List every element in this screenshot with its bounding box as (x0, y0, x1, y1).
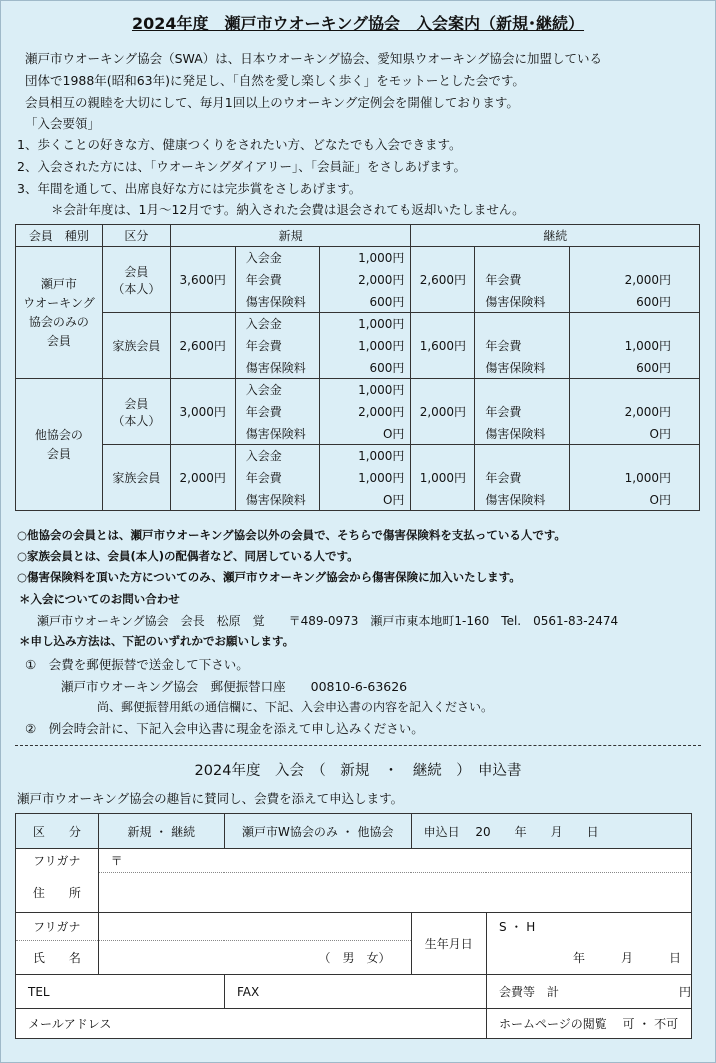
contact-heading: ＊入会についてのお問い合わせ (19, 592, 180, 606)
division-new-renew[interactable]: 新規 ・ 継続 (98, 814, 224, 849)
name-furigana-label: フリガナ (16, 913, 99, 941)
address-furigana-label: フリガナ (16, 849, 99, 873)
note-other-assoc: ○他協会の会員とは、瀬戸市ウオーキング協会以外の会員で、そちらで傷害保険料を支払っている人です。 (17, 528, 566, 542)
item-label: 傷害保険料 (235, 357, 319, 379)
postal-note: 尚、郵便振替用紙の通信欄に、下記、入会申込書の内容を記入ください。 (97, 700, 494, 714)
renew-item-value: 1,000円 (570, 313, 700, 357)
item-label: 年会費 (235, 269, 319, 291)
fee-table (15, 224, 700, 511)
email-field[interactable]: メールアドレス (16, 1009, 487, 1039)
item-label: 入会金 (235, 247, 319, 269)
address-field[interactable] (98, 873, 691, 913)
fee-total-field[interactable]: 会費等 計 円 (486, 975, 691, 1009)
renew-item-value: 600円 (570, 357, 700, 379)
category-family: 家族会員 (102, 445, 170, 511)
name-furigana-field[interactable] (98, 913, 411, 941)
contact-detail: 瀬戸市ウオーキング協会 会長 松原 覚 〒489-0973 瀬戸市東本地町1-160 Tel. 0561-83-2474 (37, 614, 619, 628)
item-value: 1,000円 (319, 335, 411, 357)
item-value: 1,000円 (319, 247, 411, 269)
rule-3: 3、年間を通して、出席良好な方には完歩賞をさしあげます。 (17, 181, 362, 196)
item-value: 1,000円 (319, 467, 411, 489)
fax-field[interactable]: FAX (224, 975, 486, 1009)
division-assoc[interactable]: 瀬戸市W協会のみ ・ 他協会 (224, 814, 411, 849)
homepage-consent[interactable]: ホームページの閲覧 可 ・ 不可 (486, 1009, 691, 1039)
rule-2: 2、入会された方には、「ウオーキングダイアリー」、「会員証」をさしあげます。 (17, 159, 466, 174)
item-value: 600円 (319, 357, 411, 379)
renew-item-label: 傷害保険料 (475, 423, 570, 445)
item-value: O円 (319, 489, 411, 511)
birthdate-label: 生年月日 (411, 913, 486, 975)
category-member: 会員 （本人） (102, 247, 170, 313)
intro-line-1: 瀬戸市ウオーキング協会（SWA）は、日本ウオーキング協会、愛知県ウオーキング協会に加盟している (25, 51, 603, 66)
item-value: 1,000円 (319, 445, 411, 467)
renew-item-label: 年会費 (475, 445, 570, 489)
new-total: 2,600円 (170, 313, 235, 379)
intro-heading: 「入会要領」 (25, 116, 101, 131)
item-label: 年会費 (235, 467, 319, 489)
renew-item-label: 年会費 (475, 379, 570, 423)
item-value: 2,000円 (319, 269, 411, 291)
apply-heading: ＊申し込み方法は、下記のいずれかでお願いします。 (19, 634, 295, 648)
birthdate-ymd[interactable]: 年 月 日 (486, 941, 691, 975)
type-swa-only: 瀬戸市 ウオーキング 協会のみの 会員 (16, 247, 103, 379)
item-label: 年会費 (235, 401, 319, 423)
application-form (15, 813, 692, 1039)
header-new: 新規 (170, 225, 411, 247)
renew-item-value: 600円 (570, 291, 700, 313)
renew-item-value: O円 (570, 489, 700, 511)
item-value: 1,000円 (319, 379, 411, 401)
apply-method-2: ② 例会時会計に、下記入会申込書に現金を添えて申し込みください。 (25, 721, 424, 736)
new-total: 3,600円 (170, 247, 235, 313)
renew-total: 2,600円 (411, 247, 475, 313)
renew-item-label: 傷害保険料 (475, 357, 570, 379)
item-label: 傷害保険料 (235, 423, 319, 445)
address-label: 住 所 (16, 873, 99, 913)
note-family: ○家族会員とは、会員(本人)の配偶者など、同居している人です。 (17, 549, 359, 563)
renew-total: 1,600円 (411, 313, 475, 379)
apply-method-1: ① 会費を郵便振替で送金して下さい。 (25, 657, 249, 672)
item-value: 2,000円 (319, 401, 411, 423)
item-value: 1,000円 (319, 313, 411, 335)
item-label: 年会費 (235, 335, 319, 357)
note-insurance: ○傷害保険料を頂いた方についてのみ、瀬戸市ウオーキング協会から傷害保険に加入いたします。 (17, 570, 521, 584)
renew-item-label: 傷害保険料 (475, 489, 570, 511)
item-label: 入会金 (235, 313, 319, 335)
item-value: 600円 (319, 291, 411, 313)
apply-date[interactable]: 申込日 20 年 月 日 (411, 814, 691, 849)
renew-item-label: 年会費 (475, 313, 570, 357)
rule-1: 1、歩くことの好きな方、健康つくりをされたい方、どなたでも入会できます。 (17, 137, 462, 152)
renew-item-value: 2,000円 (570, 379, 700, 423)
item-label: 傷害保険料 (235, 489, 319, 511)
header-category: 区分 (102, 225, 170, 247)
header-type: 会員 種別 (16, 225, 103, 247)
form-subtitle: 瀬戸市ウオーキング協会の趣旨に賛同し、会費を添えて申込します。 (17, 791, 404, 806)
new-total: 3,000円 (170, 379, 235, 445)
item-label: 傷害保険料 (235, 291, 319, 313)
tel-field[interactable]: TEL (16, 975, 225, 1009)
page-title: 2024年度 瀬戸市ウオーキング協会 入会案内（新規･継続） (131, 14, 585, 33)
renew-item-label: 傷害保険料 (475, 291, 570, 313)
renew-total: 1,000円 (411, 445, 475, 511)
gender-field[interactable]: （ 男 女） (98, 941, 411, 975)
type-other-assoc: 他協会の 会員 (16, 379, 103, 511)
category-family: 家族会員 (102, 313, 170, 379)
name-label: 氏 名 (16, 941, 99, 975)
form-title: 2024年度 入会 （ 新規 ・ 継続 ） 申込書 (194, 763, 522, 779)
new-total: 2,000円 (170, 445, 235, 511)
fiscal-note: ＊会計年度は、1月～12月です。納入された会費は退会されても返却いたしません。 (51, 202, 525, 217)
renew-item-value: 1,000円 (570, 445, 700, 489)
header-renew: 継続 (411, 225, 700, 247)
postal-mark[interactable]: 〒 (98, 849, 691, 873)
renew-total: 2,000円 (411, 379, 475, 445)
item-label: 入会金 (235, 379, 319, 401)
cut-line (15, 745, 701, 746)
renew-item-value: 2,000円 (570, 247, 700, 291)
intro-line-3: 会員相互の親睦を大切にして、毎月1回以上のウオーキング定例会を開催しております。 (25, 95, 519, 110)
intro-line-2: 団体で1988年(昭和63年)に発足し、「自然を愛し楽しく歩く」をモットーとした会です。 (25, 73, 525, 88)
item-value: O円 (319, 423, 411, 445)
category-member: 会員 （本人） (102, 379, 170, 445)
division-label: 区 分 (16, 814, 99, 849)
renew-item-label: 年会費 (475, 247, 570, 291)
item-label: 入会金 (235, 445, 319, 467)
renew-item-value: O円 (570, 423, 700, 445)
postal-account: 瀬戸市ウオーキング協会 郵便振替口座 00810-6-63626 (61, 679, 408, 694)
birthdate-era[interactable]: S ・ H (486, 913, 691, 941)
